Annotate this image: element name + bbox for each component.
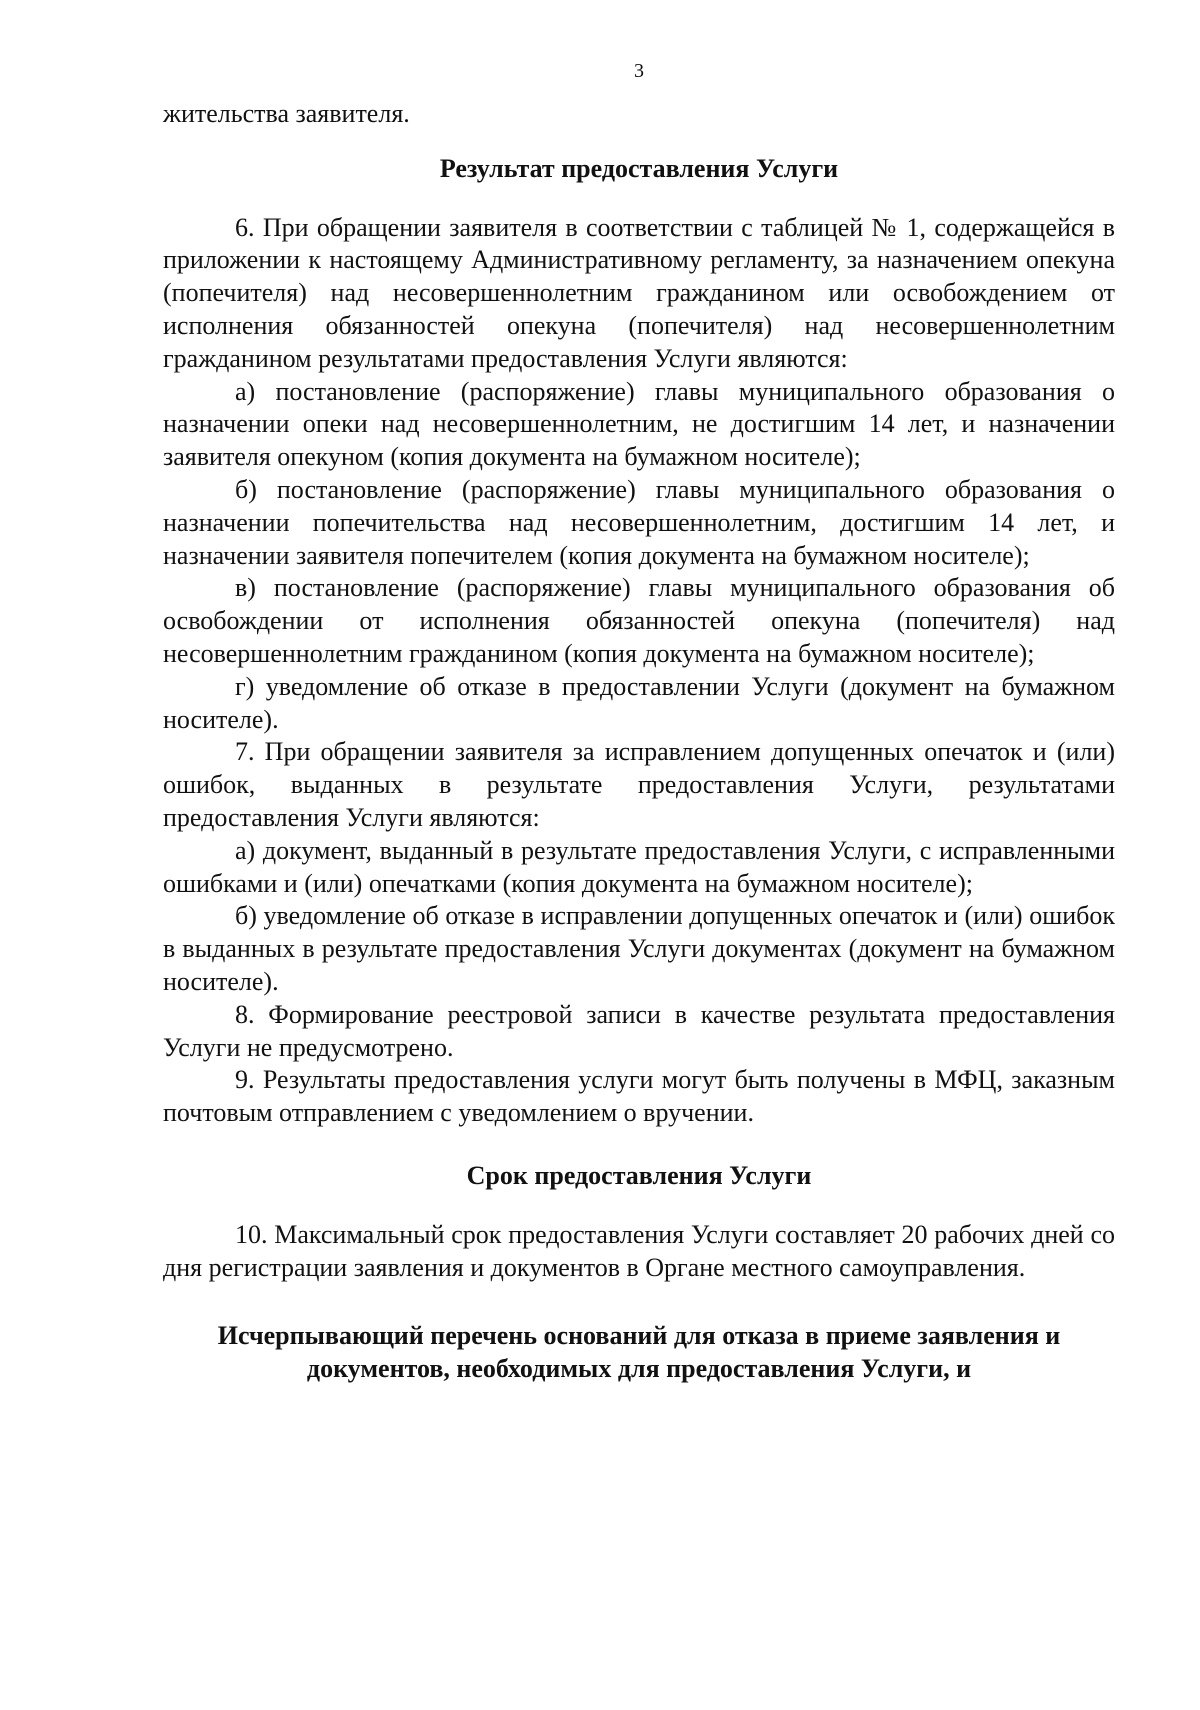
paragraph-8: 8. Формирование реестровой записи в качестве результата предоставления Услуги не предусмотрено. [163, 999, 1115, 1062]
spacer [163, 1193, 1115, 1219]
section-heading-result: Результат предоставления Услуги [439, 153, 839, 183]
paragraph-7b: б) уведомление об отказе в исправлении допущенных опечаток и (или) ошибок в выданных в результате предоставления Услуги документах (документ на бумажном носителе). [163, 901, 1115, 996]
paragraph-6: 6. При обращении заявителя в соответствии с таблицей № 1, содержащейся в приложении к настоящему Административному регламенту, за назначением опекуна (попечителя) над несовершеннолетним гражданином или освобождением от исполнения обязанностей опекуна (попечителя) над несовершеннолетним гражданином результатами предоставления Услуги являются: [163, 212, 1115, 373]
paragraph-6a: а) постановление (распоряжение) главы муниципального образования о назначении опеки над несовершеннолетним, не достигшим 14 лет, и назначении заявителя опекуном (копия документа на бумажном носителе); [163, 376, 1115, 472]
paragraph-6g: г) уведомление об отказе в предоставлении Услуги (документ на бумажном носителе). [163, 671, 1115, 734]
spacer [163, 1130, 1115, 1160]
spacer [163, 186, 1115, 212]
section-heading-term: Срок предоставления Услуги [466, 1160, 812, 1190]
paragraph-10: 10. Максимальный срок предоставления Услуги составляет 20 рабочих дней со дня регистрации заявления и документов в Органе местного самоуправления. [163, 1219, 1115, 1282]
paragraph-7: 7. При обращении заявителя за исправлением допущенных опечаток и (или) ошибок, выданных в результате предоставления Услуги, результатами предоставления Услуги являются: [163, 737, 1115, 832]
spacer [163, 1284, 1115, 1320]
paragraph-7a: а) документ, выданный в результате предоставления Услуги, с исправленными ошибками и (или) опечатками (копия документа на бумажном носителе); [163, 835, 1115, 898]
paragraph-6v: в) постановление (распоряжение) главы муниципального образования об освобождении от исполнения обязанностей опекуна (попечителя) над несовершеннолетним гражданином (копия документа на бумажном носителе); [163, 573, 1115, 668]
paragraph-9: 9. Результаты предоставления услуги могут быть получены в МФЦ, заказным почтовым отправлением с уведомлением о вручении. [163, 1065, 1115, 1128]
page-number: 3 [634, 60, 644, 82]
spacer [163, 131, 1115, 153]
document-page [163, 58, 1115, 1386]
section-heading-refusal-line2: документов, необходимых для предоставления Услуги, и [306, 1354, 972, 1384]
section-heading-refusal-line1: Исчерпывающий перечень оснований для отказа в приеме заявления и [217, 1321, 1061, 1351]
paragraph-6b: б) постановление (распоряжение) главы муниципального образования о назначении попечительства над несовершеннолетним, достигшим 14 лет, и назначении заявителя попечителем (копия документа на бумажном носителе); [163, 474, 1115, 570]
section-heading-refusal [163, 1320, 1115, 1386]
intro-line: жительства заявителя. [163, 99, 410, 128]
